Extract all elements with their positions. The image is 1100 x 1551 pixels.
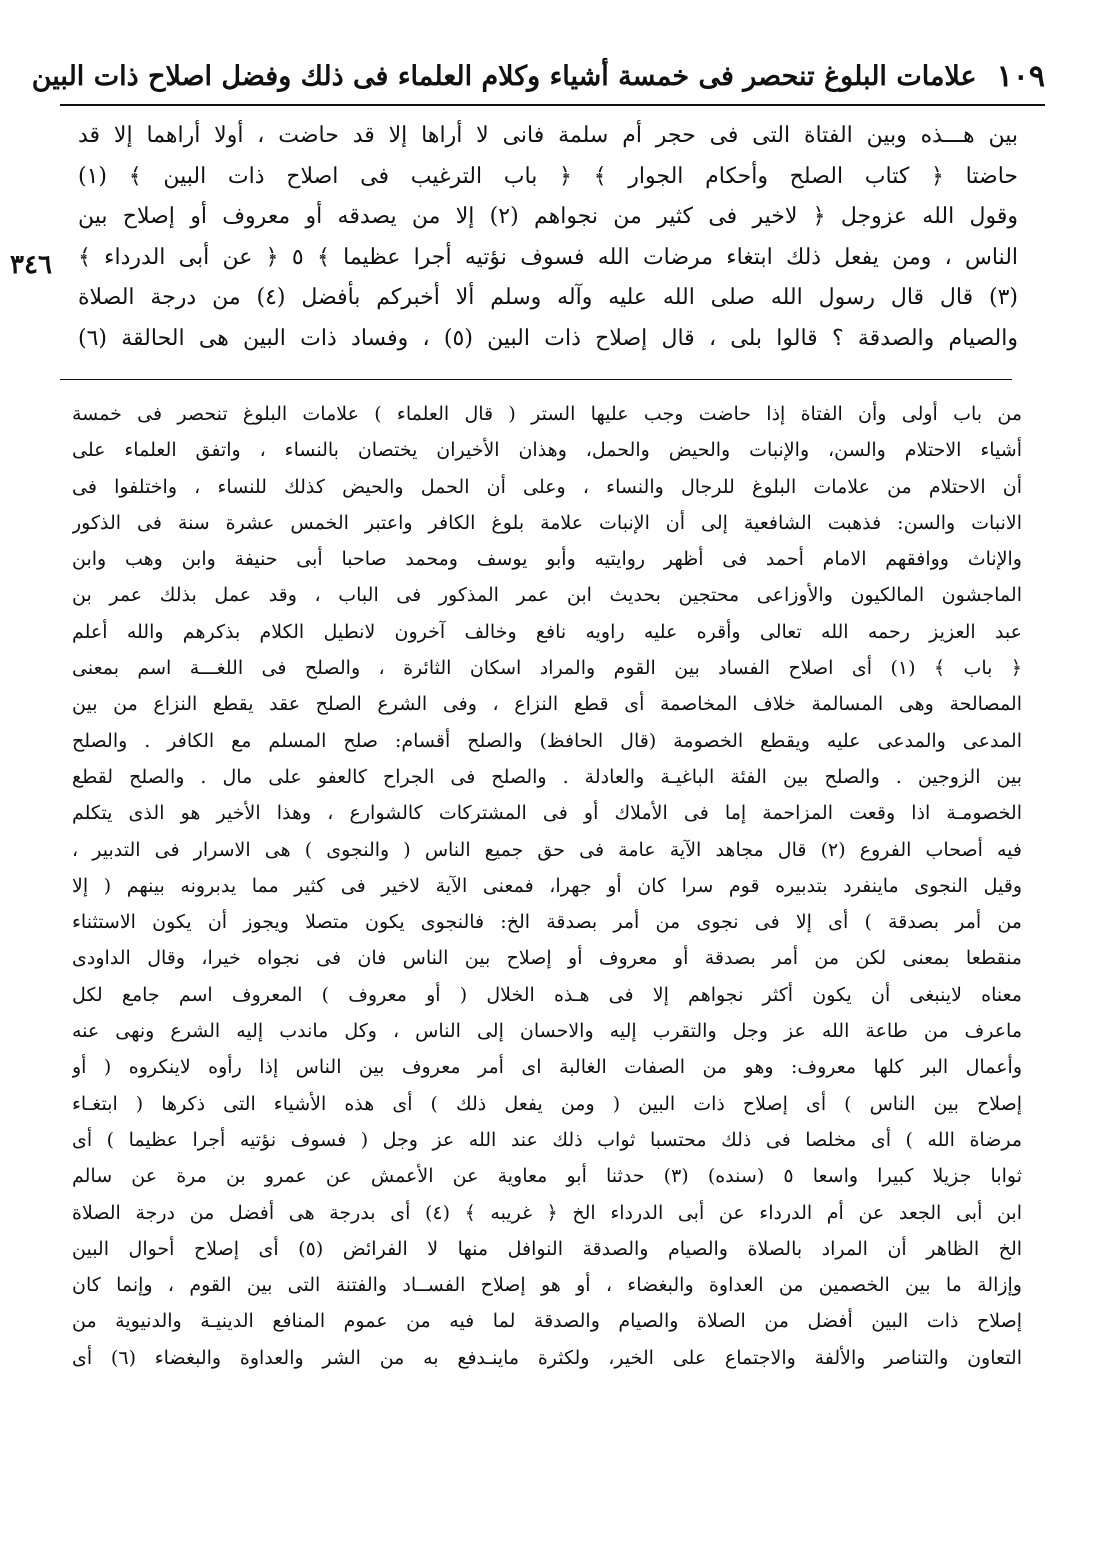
commentary-line: وقيل النجوى ماينفرد بتدبيره قوم سرا كان أو جهرا، فمعنى الآية لاخير فى كثير مما يدبرونه بينهم ( إلا — [72, 874, 1022, 897]
main-text-line: (٣) قال قال رسول الله صلى الله عليه وآله وسلم ألا أخبركم بأفضل (٤) من درجة الصلاة — [78, 285, 1018, 311]
commentary-line: ﴿ باب ﴾ (١) أى اصلاح الفساد بين القوم والمراد اسكان الثائرة ، والصلح فى اللغـــة اسم بمعنى — [72, 657, 1022, 680]
commentary-line: منقطعا بمعنى لكن من أمر بصدقة أو معروف أو إصلاح بين الناس فان فى نجواه خيرا، وقال الداودى — [72, 947, 1022, 970]
commentary-line: ابن أبى الجعد عن أم الدرداء عن أبى الدرداء الخ ﴿ غريبه ﴾ (٤) أى بدرجة هى أفضل من درجة الصلاة — [72, 1201, 1022, 1224]
commentary-line: ثوابا جزيلا كبيرا واسعا ٥ (سنده) (٣) حدثنا أبو معاوية عن الأعمش عن عمرو بن مرة عن سالم — [72, 1165, 1022, 1188]
commentary-line: المدعى والمدعى عليه ويقطع الخصومة (قال الحافظ) والصلح أقسام: صلح المسلم مع الكافر . والصلح — [72, 729, 1022, 752]
commentary-line: عبد العزيز رحمه الله تعالى وأقره عليه راويه نافع وخالف آخرون لانطيل الكلام بذكرهم والله أعلم — [72, 620, 1022, 643]
commentary-line: من باب أولى وأن الفتاة إذا حاضت وجب عليها الستر ( قال العلماء ) علامات البلوغ تنحصر فى خمسة — [72, 403, 1022, 425]
page-header — [31, 50, 1045, 102]
main-text-line: وقول الله عزوجل ﴿ لاخير فى كثير من نجواهم (٢) إلا من يصدقه أو معروف أو إصلاح بين — [78, 204, 1018, 230]
main-text-line: الناس ، ومن يفعل ذلك ابتغاء مرضات الله فسوف نؤتيه أجرا عظيما ﴾ ٥ ﴿ عن أبى الدرداء ﴾ — [78, 244, 1018, 270]
commentary-line: الماجشون المالكيون والأوزاعى محتجين بحديث ابن عمر المذكور فى الباب ، وقد عمل بذلك عمر بن — [72, 584, 1022, 607]
commentary-line: مرضاة الله ) أى مخلصا فى ذلك محتسبا ثواب ذلك عند الله عز وجل ( فسوف نؤتيه أجرا عظيما ) أى — [72, 1128, 1022, 1151]
hadith-number: ٣٤٦ — [10, 250, 52, 280]
header-rule — [60, 104, 1045, 106]
running-title: علامات البلوغ تنحصر فى خمسة أشياء وكلام العلماء فى ذلك وفضل اصلاح ذات البين — [31, 60, 977, 92]
commentary-line: الخصومـة اذا وقعت المزاحمة إما فى الأملاك أو فى المشتركات كالشوارع ، وهذا الأخير هو الذى يتكلم — [72, 802, 1022, 825]
commentary-line: إصلاح بين الناس ) أى إصلاح ذات البين ( ومن يفعل ذلك ) أى هذه الأشياء التى ذكرها ( ابتغـاء — [72, 1092, 1022, 1115]
commentary-line: فيه أصحاب الفروع (٢) قال مجاهد الآية عامة فى حق جميع الناس ( والنجوى ) هى الاسرار فى التدبير ، — [72, 838, 1022, 861]
commentary-line: بين الزوجين . والصلح بين الفئة الباغيـة والعادلة . والصلح فى الجراح كالعفو على مال . والصلح لقطع — [72, 765, 1022, 788]
commentary-line: إصلاح ذات البين أفضل من الصلاة والصيام والصدقة لما فيه من عموم المنافع الدينيـة والدنيوية من — [72, 1310, 1022, 1333]
footnote-separator-rule — [60, 379, 1012, 380]
main-text-line: حاضتا ﴿ كتاب الصلح وأحكام الجوار ﴾ ﴿ باب الترغيب فى اصلاح ذات البين ﴾ (١) — [78, 163, 1018, 189]
main-text-line: بين هـــذه وبين الفتاة التى فى حجر أم سلمة فانى لا أراها إلا قد حاضت ، أولا أراهما إلا قد — [78, 123, 1018, 148]
commentary-line: وأعمال البر كلها معروف: وهو من الصفات الغالبة اى أمر معروف بين الناس إذا رأوه لاينكروه ( أو — [72, 1056, 1022, 1079]
page-number: ١٠٩ — [996, 58, 1045, 94]
commentary-line: وإزالة ما بين الخصمين من العداوة والبغضاء ، أو هو إصلاح الفســاد والفتنة التى بين القوم ، وإنما كان — [72, 1274, 1022, 1297]
commentary-line: ماعرف من طاعة الله عز وجل والتقرب إليه والاحسان إلى الناس ، وكل ماندب إليه الشرع ونهى عنه — [72, 1020, 1022, 1043]
commentary-line: معناه لاينبغى أن يكون أكثر نجواهم إلا فى هـذه الخلال ( أو معروف ) المعروف اسم جامع لكل — [72, 983, 1022, 1006]
commentary-line: الانبات والسن: فذهبت الشافعية إلى أن الإنبات علامة بلوغ الكافر واعتبر الخمس عشرة سنة فى الذكور — [72, 511, 1022, 534]
commentary-line: الخ الظاهر أن المراد بالصلاة والصيام والصدقة النوافل منها لا الفرائض (٥) أى إصلاح أحوال البين — [72, 1237, 1022, 1260]
commentary-text — [72, 396, 1022, 1376]
commentary-line: التعاون والتناصر والألفة والاجتماع على الخير، ولكثرة ماينـدفع به من الشر والعداوة والبغضاء (٦) أى — [72, 1346, 1022, 1369]
main-text — [78, 116, 1018, 360]
commentary-line: من أمر بصدقة ) أى إلا فى نجوى من أمر بصدقة الخ: فالنجوى يكون متصلا ويجوز أن يكون الاستثناء — [72, 911, 1022, 934]
commentary-line: أشياء الاحتلام والسن، والإنبات والحيض والحمل، وهذان الأخيران يختصان بالنساء ، واتفق العلماء على — [72, 439, 1022, 462]
main-text-line: والصيام والصدقة ؟ قالوا بلى ، قال إصلاح ذات البين (٥) ، وفساد ذات البين هى الحالقة (٦) — [78, 325, 1018, 351]
commentary-line: أن الاحتلام من علامات البلوغ للرجال والنساء ، وعلى أن الحمل والحيض كذلك للنساء ، واختلفوا فى — [72, 475, 1022, 498]
commentary-line: المصالحة وهى المسالمة خلاف المخاصمة أى قطع النزاع ، وفى الشرع الصلح عقد يقطع النزاع من بين — [72, 693, 1022, 716]
commentary-line: والإناث ووافقهم الامام أحمد فى أظهر روايتيه وأبو يوسف ومحمد صاحبا أبى حنيفة وابن وهب وابن — [72, 548, 1022, 571]
